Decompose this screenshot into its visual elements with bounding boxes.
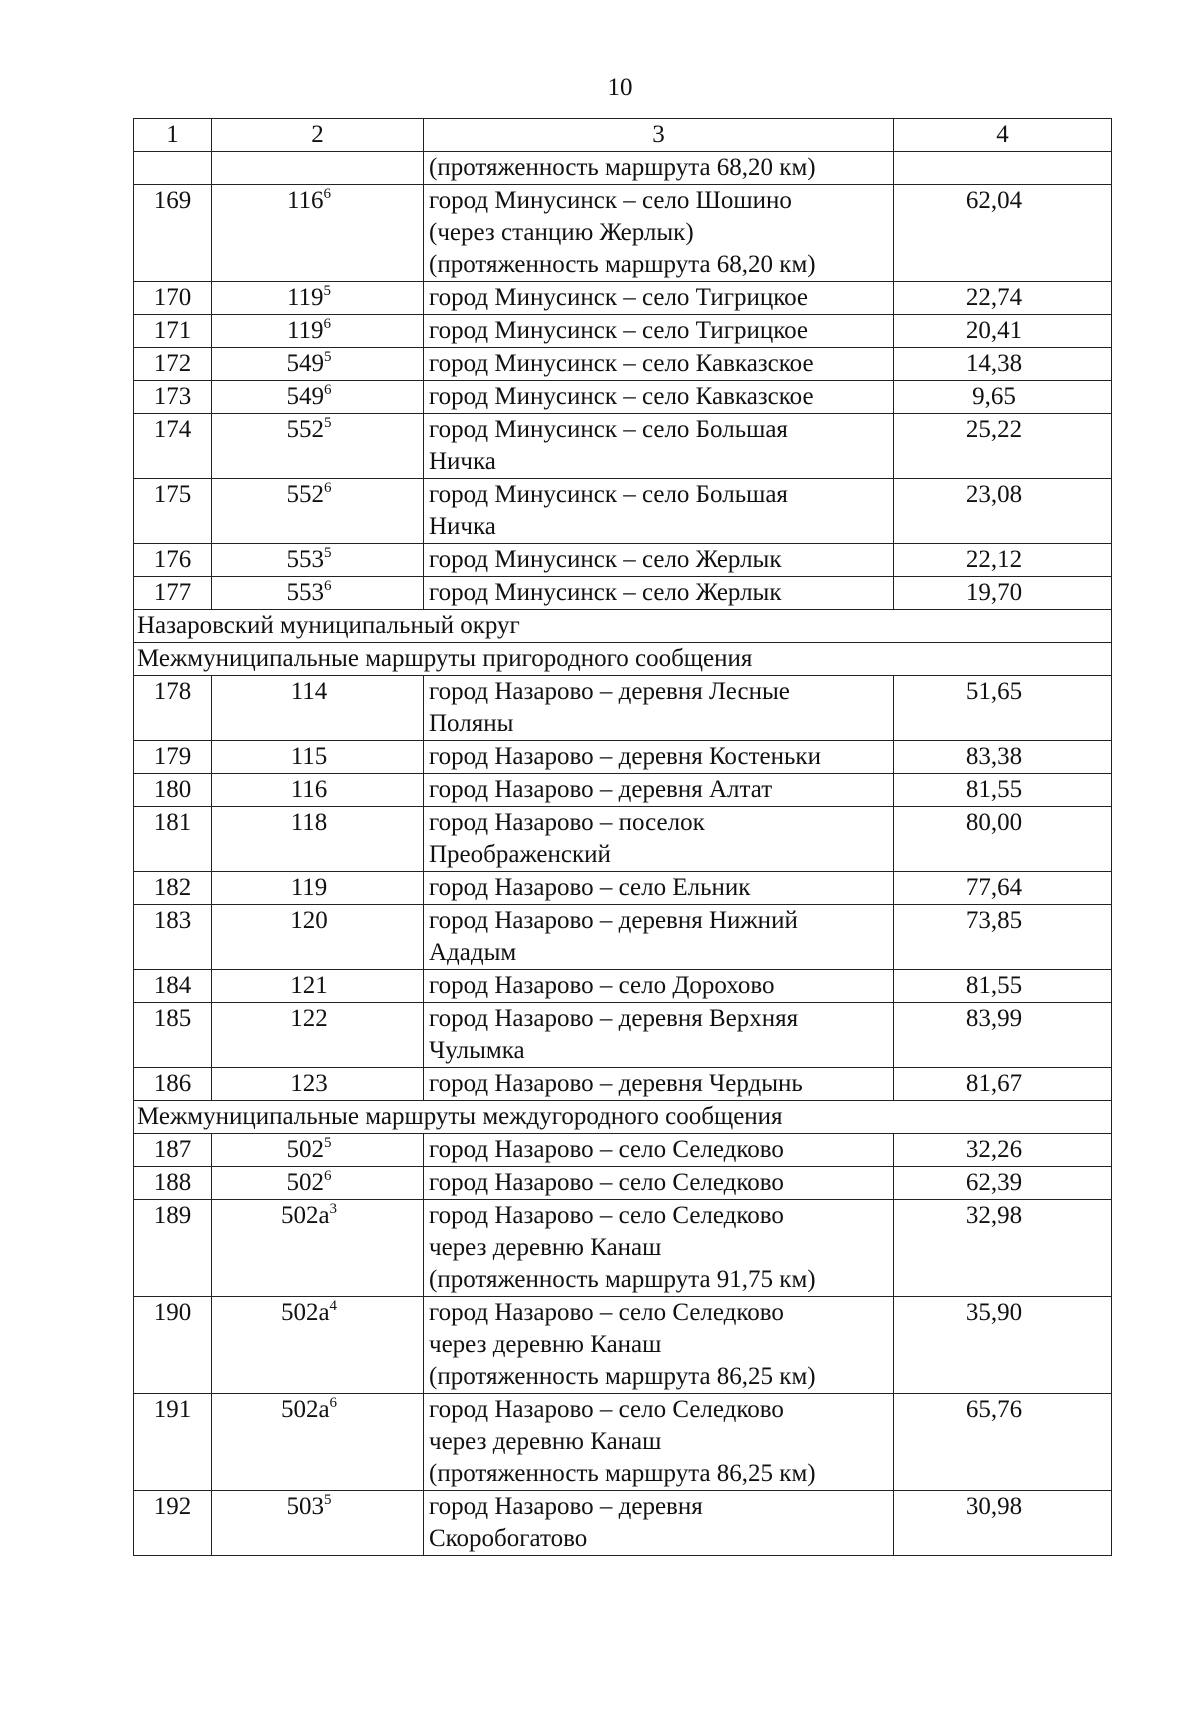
table-row	[134, 774, 1112, 807]
route-code: 552	[286, 416, 324, 443]
route-code-superscript: 3	[329, 1201, 338, 1217]
route-code-cell	[212, 414, 424, 479]
route-code-superscript: 6	[329, 1395, 338, 1411]
row-number: 182	[134, 872, 212, 905]
route-code: 502	[286, 1136, 324, 1163]
route-description-line: (протяженность маршрута 68,20 км)	[429, 251, 816, 278]
route-code-cell	[212, 1297, 424, 1394]
route-description-line: город Назарово – село Ельник	[429, 874, 751, 901]
route-description-line: город Минусинск – село Большая	[429, 481, 788, 508]
table-row	[134, 1003, 1112, 1068]
route-code: 119	[286, 284, 324, 311]
row-number: 183	[134, 905, 212, 970]
route-description	[424, 1200, 894, 1297]
table-row	[134, 414, 1112, 479]
route-code-superscript: 6	[323, 316, 332, 332]
route-code: 553	[286, 546, 324, 573]
route-value: 83,38	[894, 741, 1112, 774]
route-description	[424, 282, 894, 315]
route-description-line: город Назарово – деревня Чердынь	[429, 1070, 803, 1097]
route-code-superscript: 5	[324, 349, 332, 365]
route-value: 32,98	[894, 1200, 1112, 1297]
route-code-cell	[212, 152, 424, 185]
route-description	[424, 152, 894, 185]
table-row	[134, 282, 1112, 315]
route-code-superscript: 6	[323, 186, 332, 202]
route-description	[424, 544, 894, 577]
route-code-cell	[212, 348, 424, 381]
route-description	[424, 807, 894, 872]
route-description-line: город Минусинск – село Кавказское	[429, 350, 814, 377]
route-value: 81,55	[894, 774, 1112, 807]
route-description-line: город Назарово – село Селедково	[429, 1299, 784, 1326]
route-value: 32,26	[894, 1134, 1112, 1167]
route-description	[424, 905, 894, 970]
route-description	[424, 872, 894, 905]
route-value: 62,39	[894, 1167, 1112, 1200]
row-number: 175	[134, 479, 212, 544]
route-description	[424, 348, 894, 381]
route-description-line: город Назарово – село Селедково	[429, 1396, 784, 1423]
route-description	[424, 741, 894, 774]
row-number: 190	[134, 1297, 212, 1394]
route-value: 73,85	[894, 905, 1112, 970]
section-row	[134, 610, 1112, 643]
table-header	[134, 119, 1112, 152]
route-description-line: (протяженность маршрута 86,25 км)	[429, 1460, 816, 1487]
row-number: 169	[134, 185, 212, 282]
route-description-line: город Назарово – деревня Верхняя	[429, 1005, 799, 1032]
table-row	[134, 741, 1112, 774]
row-number: 170	[134, 282, 212, 315]
header-col-3: 3	[424, 119, 894, 152]
route-value: 35,90	[894, 1297, 1112, 1394]
row-number: 172	[134, 348, 212, 381]
route-code-cell	[212, 185, 424, 282]
row-number: 179	[134, 741, 212, 774]
route-code-cell	[212, 1491, 424, 1556]
route-code-superscript: 5	[324, 1492, 332, 1508]
route-description	[424, 1394, 894, 1491]
route-description-line: город Назарово – село Селедково	[429, 1169, 784, 1196]
table-row	[134, 676, 1112, 741]
table-row	[134, 1134, 1112, 1167]
route-code: 116	[286, 187, 324, 214]
route-description-line: (протяженность маршрута 68,20 км)	[429, 154, 816, 181]
routes-table	[133, 118, 1112, 1556]
section-title: Назаровский муниципальный округ	[134, 610, 1112, 643]
route-value: 20,41	[894, 315, 1112, 348]
row-number: 176	[134, 544, 212, 577]
header-col-1: 1	[134, 119, 212, 152]
table-row	[134, 1491, 1112, 1556]
route-code: 116	[290, 776, 328, 803]
row-number: 187	[134, 1134, 212, 1167]
row-number: 180	[134, 774, 212, 807]
route-description	[424, 970, 894, 1003]
header-col-4: 4	[894, 119, 1112, 152]
route-description	[424, 185, 894, 282]
route-description	[424, 1068, 894, 1101]
row-number: 181	[134, 807, 212, 872]
table-row	[134, 348, 1112, 381]
route-value: 9,65	[894, 381, 1112, 414]
row-number: 184	[134, 970, 212, 1003]
route-code-cell	[212, 872, 424, 905]
route-code-cell	[212, 1200, 424, 1297]
table-row	[134, 315, 1112, 348]
route-description	[424, 1297, 894, 1394]
route-code-cell	[212, 479, 424, 544]
route-code-cell	[212, 1394, 424, 1491]
route-description-line: город Минусинск – село Жерлык	[429, 579, 782, 606]
row-number: 191	[134, 1394, 212, 1491]
route-code-cell	[212, 807, 424, 872]
route-description-line: Ничка	[429, 513, 496, 540]
route-description-line: (через станцию Жерлык)	[429, 219, 694, 246]
section-row	[134, 643, 1112, 676]
route-code: 502	[286, 1169, 324, 1196]
route-code-cell	[212, 970, 424, 1003]
section-row	[134, 1101, 1112, 1134]
table-row	[134, 1167, 1112, 1200]
route-code: 118	[290, 809, 328, 836]
route-code: 502а	[280, 1299, 330, 1326]
route-code: 503	[286, 1493, 324, 1520]
table-row	[134, 544, 1112, 577]
route-value: 25,22	[894, 414, 1112, 479]
route-value: 83,99	[894, 1003, 1112, 1068]
route-description-line: Поляны	[429, 710, 514, 737]
route-description-line: Ададым	[429, 939, 517, 966]
table-row	[134, 807, 1112, 872]
route-code: 502а	[280, 1396, 330, 1423]
table-row	[134, 577, 1112, 610]
route-code-superscript: 5	[324, 545, 332, 561]
route-code: 115	[290, 743, 328, 770]
route-value: 80,00	[894, 807, 1112, 872]
route-description-line: (протяженность маршрута 91,75 км)	[429, 1266, 816, 1293]
route-description-line: город Назарово – село Селедково	[429, 1202, 784, 1229]
table-row	[134, 381, 1112, 414]
route-code-cell	[212, 774, 424, 807]
route-code-superscript: 6	[324, 382, 332, 398]
route-value: 81,55	[894, 970, 1112, 1003]
route-value: 19,70	[894, 577, 1112, 610]
route-code-cell	[212, 1134, 424, 1167]
route-description-line: город Назарово – поселок	[429, 809, 705, 836]
row-number: 189	[134, 1200, 212, 1297]
page-number: 10	[607, 74, 633, 101]
route-code: 502а	[280, 1202, 330, 1229]
route-code-superscript: 6	[324, 1168, 332, 1184]
table-row	[134, 479, 1112, 544]
route-description-line: Скоробогатово	[429, 1525, 588, 1552]
route-description-line: город Назарово – деревня Костеньки	[429, 743, 821, 770]
route-code-cell	[212, 1003, 424, 1068]
route-description-line: через деревню Канаш	[429, 1234, 662, 1261]
table-row	[134, 1394, 1112, 1491]
table-body	[134, 152, 1112, 1556]
route-code: 549	[286, 383, 324, 410]
route-description	[424, 315, 894, 348]
route-code: 552	[286, 481, 324, 508]
route-code-cell	[212, 676, 424, 741]
route-code: 553	[286, 579, 324, 606]
route-code: 114	[290, 678, 328, 705]
row-number: 174	[134, 414, 212, 479]
route-description-line: через деревню Канаш	[429, 1428, 662, 1455]
row-number: 173	[134, 381, 212, 414]
route-code: 121	[290, 972, 328, 999]
route-value: 22,74	[894, 282, 1112, 315]
route-code-cell	[212, 577, 424, 610]
route-description	[424, 676, 894, 741]
table-row	[134, 1068, 1112, 1101]
route-code-cell	[212, 544, 424, 577]
route-description-line: город Минусинск – село Большая	[429, 416, 788, 443]
route-code-cell	[212, 905, 424, 970]
header-col-2: 2	[212, 119, 424, 152]
row-number: 185	[134, 1003, 212, 1068]
table-row	[134, 1200, 1112, 1297]
section-title: Межмуниципальные маршруты междугородного сообщения	[134, 1101, 1112, 1134]
table-row	[134, 872, 1112, 905]
route-code: 123	[290, 1070, 328, 1097]
table-row	[134, 185, 1112, 282]
route-description	[424, 1134, 894, 1167]
route-description-line: город Минусинск – село Кавказское	[429, 383, 814, 410]
route-value	[894, 152, 1112, 185]
row-number: 171	[134, 315, 212, 348]
table-row	[134, 1297, 1112, 1394]
route-code-superscript: 4	[329, 1298, 338, 1314]
route-value: 81,67	[894, 1068, 1112, 1101]
route-description-line: Преображенский	[429, 841, 611, 868]
route-code-cell	[212, 315, 424, 348]
route-description-line: город Назарово – деревня Алтат	[429, 776, 773, 803]
route-description	[424, 577, 894, 610]
route-description	[424, 381, 894, 414]
route-description-line: город Минусинск – село Тигрицкое	[429, 284, 809, 311]
route-description	[424, 774, 894, 807]
route-code-superscript: 5	[324, 1135, 332, 1151]
route-description	[424, 1491, 894, 1556]
route-code: 120	[290, 907, 328, 934]
section-title: Межмуниципальные маршруты пригородного сообщения	[134, 643, 1112, 676]
route-description-line: город Минусинск – село Тигрицкое	[429, 317, 809, 344]
row-number: 177	[134, 577, 212, 610]
route-value: 23,08	[894, 479, 1112, 544]
route-description-line: город Минусинск – село Шошино	[429, 187, 792, 214]
route-description-line: город Назарово – село Селедково	[429, 1136, 784, 1163]
route-value: 14,38	[894, 348, 1112, 381]
row-number	[134, 152, 212, 185]
route-description-line: город Минусинск – село Жерлык	[429, 546, 782, 573]
table-row	[134, 152, 1112, 185]
route-code-superscript: 5	[323, 283, 332, 299]
route-code-cell	[212, 741, 424, 774]
route-code-superscript: 5	[324, 415, 332, 431]
table-row	[134, 905, 1112, 970]
route-description-line: город Назарово – деревня Нижний	[429, 907, 798, 934]
row-number: 188	[134, 1167, 212, 1200]
route-code: 549	[286, 350, 324, 377]
route-code: 119	[286, 317, 324, 344]
route-code: 119	[290, 874, 328, 901]
route-code-cell	[212, 282, 424, 315]
route-description-line: город Назарово – село Дорохово	[429, 972, 775, 999]
route-value: 30,98	[894, 1491, 1112, 1556]
route-code-cell	[212, 381, 424, 414]
route-code: 122	[290, 1005, 328, 1032]
route-value: 51,65	[894, 676, 1112, 741]
route-description	[424, 1003, 894, 1068]
row-number: 186	[134, 1068, 212, 1101]
route-code-superscript: 6	[324, 480, 332, 496]
row-number: 178	[134, 676, 212, 741]
route-description	[424, 1167, 894, 1200]
route-value: 62,04	[894, 185, 1112, 282]
route-description-line: Ничка	[429, 448, 496, 475]
route-value: 22,12	[894, 544, 1112, 577]
route-code-cell	[212, 1068, 424, 1101]
route-value: 77,64	[894, 872, 1112, 905]
route-description	[424, 414, 894, 479]
table-row	[134, 970, 1112, 1003]
route-description-line: Чулымка	[429, 1037, 525, 1064]
row-number: 192	[134, 1491, 212, 1556]
route-description-line: город Назарово – деревня	[429, 1493, 703, 1520]
route-description	[424, 479, 894, 544]
route-description-line: город Назарово – деревня Лесные	[429, 678, 790, 705]
route-code-superscript: 6	[324, 578, 332, 594]
route-description-line: через деревню Канаш	[429, 1331, 662, 1358]
route-value: 65,76	[894, 1394, 1112, 1491]
route-description-line: (протяженность маршрута 86,25 км)	[429, 1363, 816, 1390]
route-code-cell	[212, 1167, 424, 1200]
